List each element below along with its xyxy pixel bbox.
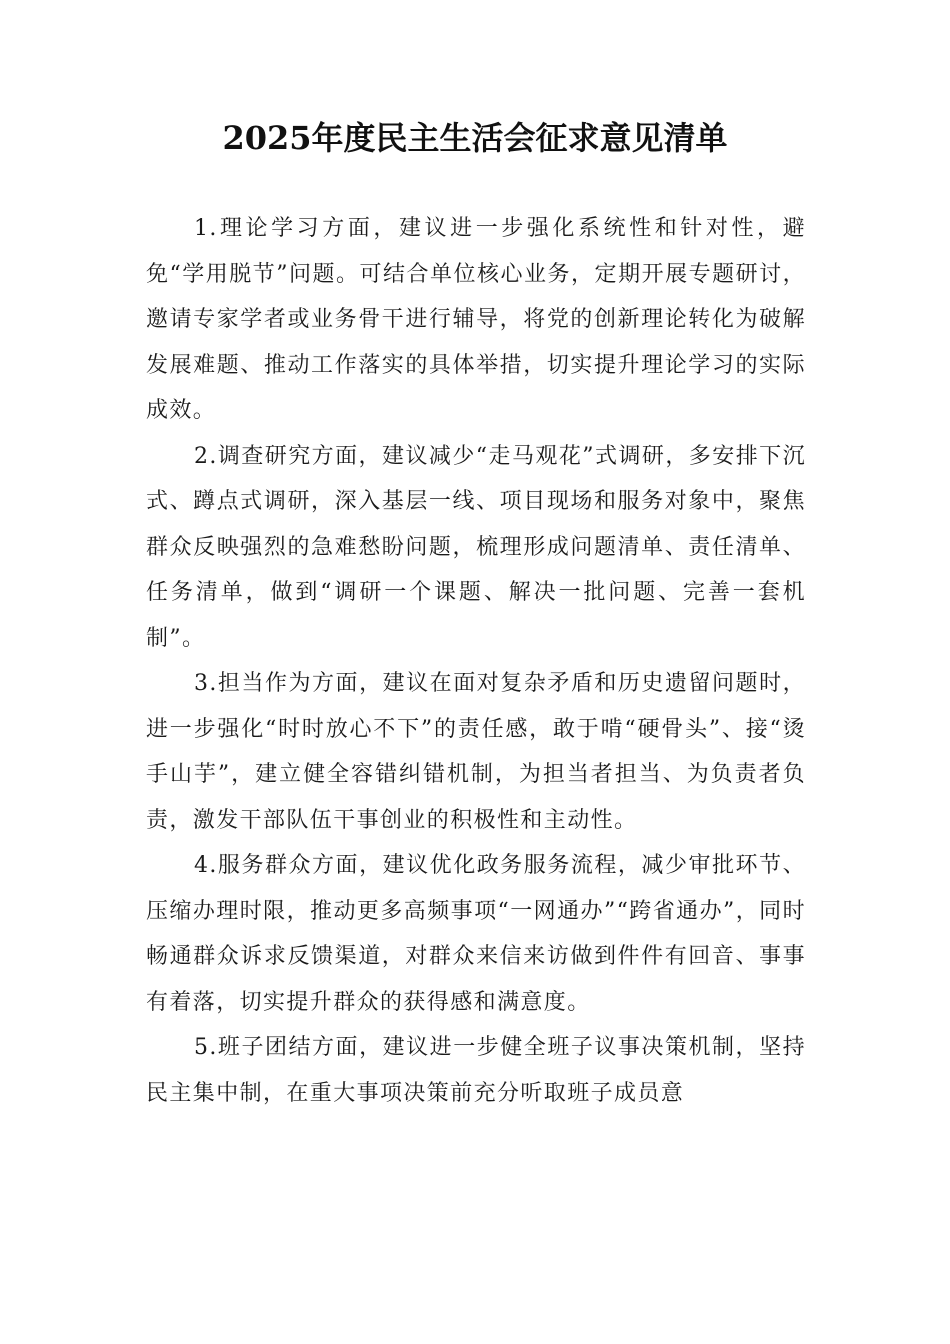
paragraph-serving-public: 4.服务群众方面，建议优化政务服务流程，减少审批环节、压缩办理时限，推动更多高频事项“一网通办”“跨省通办”，同时畅通群众诉求反馈渠道，对群众来信来访做到件件有回音、事事有着落，切实提升群众的获得感和满意度。 — [146, 853, 806, 1015]
page-title: 2025年度民主生活会征求意见清单 — [222, 119, 728, 157]
paragraph-team-unity: 5.班子团结方面，建议进一步健全班子议事决策机制，坚持民主集中制，在重大事项决策前充分听取班子成员意 — [146, 1035, 806, 1106]
paragraph-responsibility-action: 3.担当作为方面，建议在面对复杂矛盾和历史遗留问题时，进一步强化“时时放心不下”的责任感，敢于啃“硬骨头”、接“烫手山芋”，建立健全容错纠错机制，为担当者担当、为负责者负责，激发干部队伍干事创业的积极性和主动性。 — [146, 671, 806, 833]
paragraph-theory-study: 1.理论学习方面，建议进一步强化系统性和针对性，避免“学用脱节”问题。可结合单位核心业务，定期开展专题研讨，邀请专家学者或业务骨干进行辅导，将党的创新理论转化为破解发展难题、推动工作落实的具体举措，切实提升理论学习的实际成效。 — [146, 216, 806, 423]
paragraph-investigation-research: 2.调查研究方面，建议减少“走马观花”式调研，多安排下沉式、蹲点式调研，深入基层一线、项目现场和服务对象中，聚焦群众反映强烈的急难愁盼问题，梳理形成问题清单、责任清单、任务清单，做到“调研一个课题、解决一批问题、完善一套机制”。 — [146, 443, 806, 651]
document-body — [146, 206, 806, 1116]
